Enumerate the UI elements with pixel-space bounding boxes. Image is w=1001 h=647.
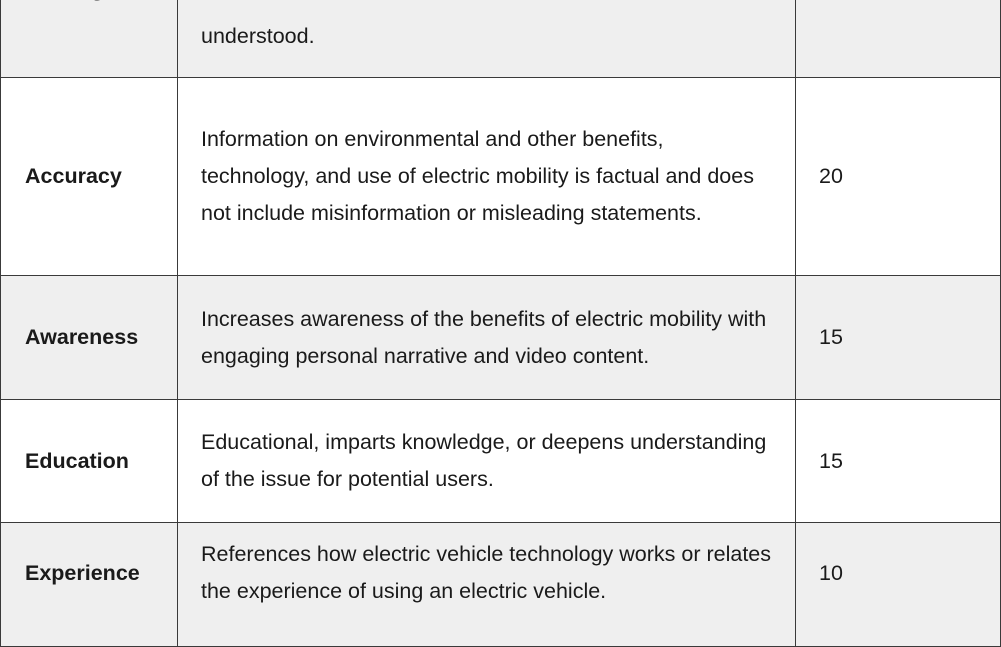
table-row	[1, 0, 1001, 78]
criterion-cell	[1, 0, 178, 78]
points-cell: 15	[796, 400, 1001, 523]
criterion-cell: Experience	[1, 523, 178, 647]
points-cell	[796, 0, 1001, 78]
description-cell: References how electric vehicle technology works or relates the experience of using an electric vehicle.	[178, 523, 796, 647]
description-cell: Information on environmental and other benefits, technology, and use of electric mobility is factual and does not include misinformation or misleading statements.	[178, 78, 796, 276]
criterion-cell: Awareness	[1, 276, 178, 400]
table-row	[1, 78, 1001, 276]
description-cell: Increases awareness of the benefits of electric mobility with engaging personal narrative and video content.	[178, 276, 796, 400]
table-row	[1, 276, 1001, 400]
table-row	[1, 400, 1001, 523]
table-row	[1, 523, 1001, 647]
points-cell: 15	[796, 276, 1001, 400]
points-cell: 20	[796, 78, 1001, 276]
criterion-cell: Education	[1, 400, 178, 523]
criterion-cell: Accuracy	[1, 78, 178, 276]
description-cell: understood.	[178, 0, 796, 78]
points-cell: 10	[796, 523, 1001, 647]
description-cell: Educational, imparts knowledge, or deepens understanding of the issue for potential users.	[178, 400, 796, 523]
